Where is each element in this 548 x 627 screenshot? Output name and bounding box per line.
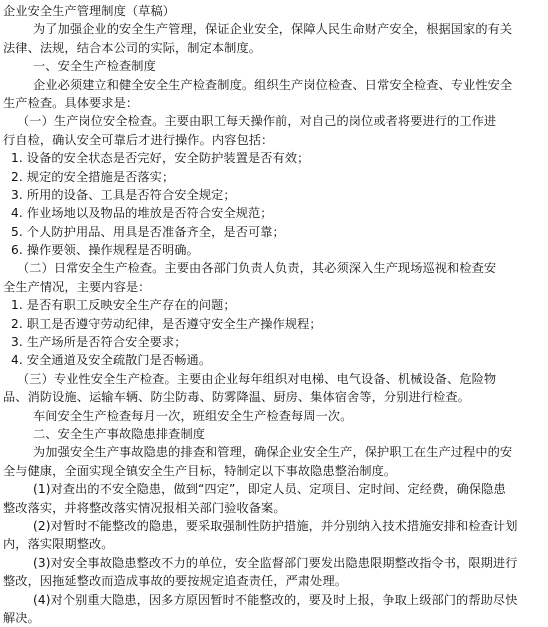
text-line: 为了加强企业的安全生产管理，保证企业安全，保障人民生命财产安全，根据国家的有关 xyxy=(33,22,513,37)
text-line: 车间安全生产检查每月一次，班组安全生产检查每周一次。 xyxy=(33,408,353,423)
text-line: (4)对个别重大隐患，因多方原因暂时不能整改的，要及时上报，争取上级部门的帮助尽快 xyxy=(33,592,518,607)
text-line: 全生产情况，主要内容是： xyxy=(3,279,151,294)
text-line: 4. 安全通道及安全疏散门是否畅通。 xyxy=(11,353,212,368)
text-line: 企业必须建立和健全安全生产检查制度。组织生产岗位检查、日常安全检查、专业性安全 xyxy=(33,77,513,92)
text-line: 1. 设备的安全状态是否完好，安全防护装置是否有效； xyxy=(11,151,310,166)
document-paragraphs xyxy=(3,20,543,627)
text-line: （一）生产岗位安全检查。主要由职工每天操作前，对自己的岗位或者将要进行的工作进 xyxy=(17,114,497,129)
text-line: 2. 规定的安全措施是否落实； xyxy=(11,169,175,184)
text-line: 为加强安全生产事故隐患的排查和管理，确保企业安全生产，保护职工在生产过程中的安 xyxy=(33,445,513,460)
text-line: 6. 操作要领、操作规程是否明确。 xyxy=(11,243,199,258)
text-line: 5. 个人防护用品、用具是否准备齐全，是否可靠； xyxy=(11,224,285,239)
text-line: 一、安全生产检查制度 xyxy=(33,59,156,74)
text-line: （二）日常安全生产检查。主要由各部门负责人负责，其必须深入生产现场巡视和检查安 xyxy=(17,261,497,276)
text-line: 内，落实限期整改。 xyxy=(3,537,114,552)
document-body xyxy=(3,2,543,627)
text-line: （三）专业性安全生产检查。主要由企业每年组织对电梯、电气设备、机械设备、危险物 xyxy=(17,371,497,386)
text-line: 生产检查。具体要求是： xyxy=(3,95,139,110)
document-title: 企业安全生产管理制度（草稿） xyxy=(3,4,176,18)
text-line: 法律、法规，结合本公司的实际，制定本制度。 xyxy=(3,40,262,55)
text-line: 整改落实，并将整改落实情况报相关部门验收备案。 xyxy=(3,500,286,515)
text-line: 3. 所用的设备、工具是否符合安全规定； xyxy=(11,187,236,202)
text-line: 1. 是否有职工反映安全生产存在的问题； xyxy=(11,298,236,313)
text-line: (2)对暂时不能整改的隐患，要采取强制性防护措施，并分别纳入技术措施安排和检查计划 xyxy=(33,518,518,533)
text-line: 全与健康，全面实现全镇安全生产目标，特制定以下事故隐患整治制度。 xyxy=(3,463,397,478)
text-line: 二、安全生产事故隐患排查制度 xyxy=(33,426,206,441)
text-line: 3. 生产场所是否符合安全要求； xyxy=(11,335,187,350)
text-line: (1)对查出的不安全隐患，做到“四定”，即定人员、定项目、定时间、定经费，确保隐患 xyxy=(33,482,506,497)
text-line: (3)对安全事故隐患整改不力的单位，安全监督部门要发出隐患限期整改指令书，限期进行 xyxy=(33,555,518,570)
text-line: 解决。 xyxy=(3,610,40,625)
text-line: 整改，因拖延整改而造成事故的要按规定追查责任，严肃处理。 xyxy=(3,574,348,589)
text-line: 行自检，确认安全可靠后才进行操作。内容包括： xyxy=(3,132,274,147)
text-line: 4. 作业场地以及物品的堆放是否符合安全规范； xyxy=(11,206,273,221)
text-line: 2. 职工是否遵守劳动纪律，是否遵守安全生产操作规程； xyxy=(11,316,322,331)
text-line: 品、消防设施、运输车辆、防尘防毒、防雾降温、厨房、集体宿舍等，分别进行检查。 xyxy=(3,390,470,405)
